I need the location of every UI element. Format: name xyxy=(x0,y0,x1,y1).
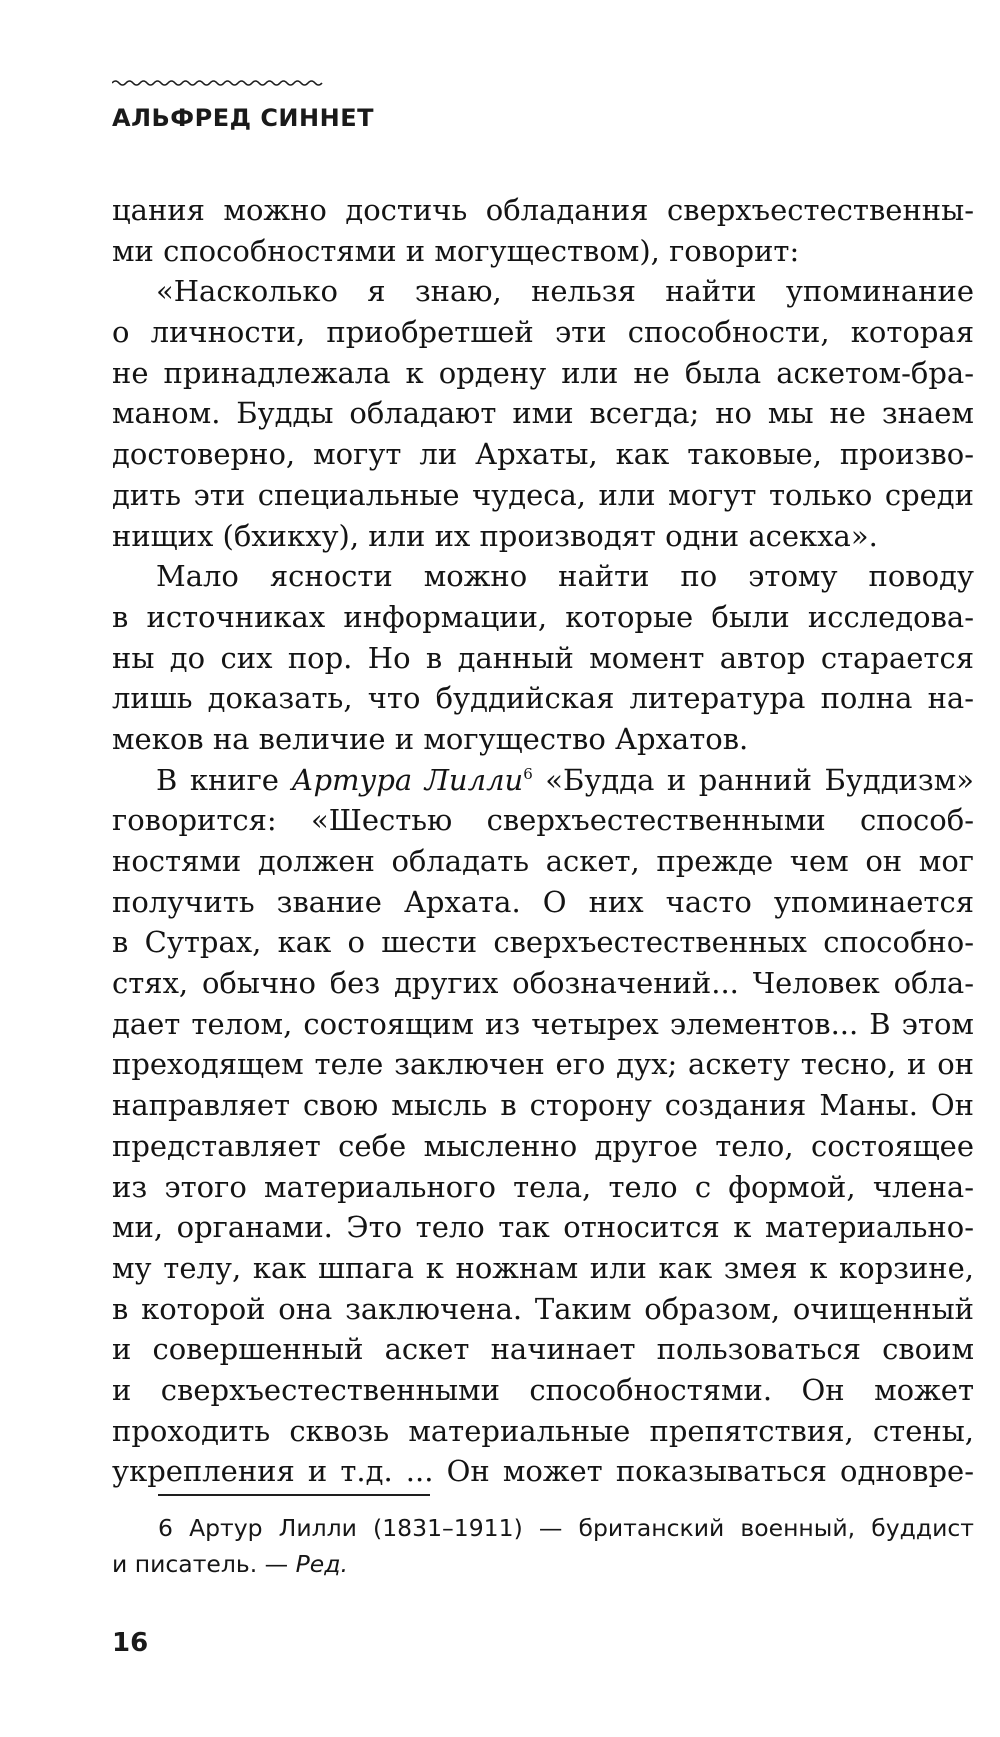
text-line: ностями должен обладать аскет, прежде чем он мог xyxy=(112,844,974,878)
text-line: о личности, приобретшей эти способности, которая xyxy=(112,315,974,350)
header-wavy-rule xyxy=(112,78,324,88)
text-line: и совершенный аскет начинает пользоваться своим xyxy=(112,1332,974,1367)
text-line: дить эти специальные чудеса, или могут только среди xyxy=(112,477,974,512)
page-number: 16 xyxy=(112,1628,149,1658)
text-line: «Насколько я знаю, нельзя найти упоминание xyxy=(156,274,974,309)
footnote-rule xyxy=(158,1494,430,1496)
footnote-text: и писатель. — xyxy=(112,1550,296,1578)
text-run: «Будда и ранний Буддизм» xyxy=(532,762,974,797)
footnote-ref: 6 xyxy=(523,764,533,783)
author-name: Артура Лилли xyxy=(291,762,524,797)
text-line: в источниках информации, которые были исследова- xyxy=(112,599,974,634)
text-line: ны до сих пор. Но в данный момент автор старается xyxy=(112,640,974,675)
text-line: нищих (бхикху), или их производят одни асекха». xyxy=(112,518,878,553)
text-line: представляет себе мысленно другое тело, состоящее xyxy=(112,1128,974,1163)
running-head: АЛЬФРЕД СИННЕТ xyxy=(112,104,374,132)
text-line xyxy=(112,760,974,801)
text-line: укрепления и т.д. ... Он может показываться одновре- xyxy=(112,1454,974,1489)
text-line: му телу, как шпага к ножнам или как змея к корзине, xyxy=(112,1250,974,1285)
text-line: преходящем теле заключен его дух; аскету тесно, и он xyxy=(112,1047,974,1082)
text-line: не принадлежала к ордену или не была аскетом-бра- xyxy=(112,355,974,390)
footnote xyxy=(112,1510,974,1582)
body-text xyxy=(112,190,974,1492)
text-line: получить звание Архата. О них часто упоминается xyxy=(112,884,974,919)
text-line: стях, обычно без других обозначений... Человек обла- xyxy=(112,966,974,1001)
text-line: в Сутрах, как о шести сверхъестественных способно- xyxy=(112,925,974,960)
text-line: ми, органами. Это тело так относится к материально- xyxy=(112,1210,974,1245)
text-line: из этого материального тела, тело с формой, члена- xyxy=(112,1169,974,1204)
text-line: цания можно достичь обладания сверхъестественны- xyxy=(112,193,974,227)
text-line: меков на величие и могущество Архатов. xyxy=(112,721,749,756)
footnote-line xyxy=(112,1546,974,1582)
footnote-line: 6 Артур Лилли (1831–1911) — британский военный, буддист xyxy=(158,1514,974,1542)
text-line: в которой она заключена. Таким образом, очищенный xyxy=(112,1291,974,1326)
text-line: лишь доказать, что буддийская литература полна на- xyxy=(112,681,974,716)
text-line: дает телом, состоящим из четырех элементов... В этом xyxy=(112,1006,974,1041)
text-line: достоверно, могут ли Архаты, как таковые, произво- xyxy=(112,437,974,472)
footnote-editor-mark: Ред. xyxy=(295,1550,348,1578)
text-run: В книге xyxy=(156,762,292,797)
text-line: говорится: «Шестью сверхъестественными способ- xyxy=(112,803,974,838)
text-line: направляет свою мысль в сторону создания Маны. Он xyxy=(112,1088,974,1123)
text-line: и сверхъестественными способностями. Он может xyxy=(112,1372,974,1407)
text-line: ми способностями и могуществом), говорит: xyxy=(112,233,800,268)
text-line: проходить сквозь материальные препятствия, стены, xyxy=(112,1413,974,1448)
text-line: маном. Будды обладают ими всегда; но мы не знаем xyxy=(112,396,974,431)
text-line: Мало ясности можно найти по этому поводу xyxy=(156,559,974,594)
